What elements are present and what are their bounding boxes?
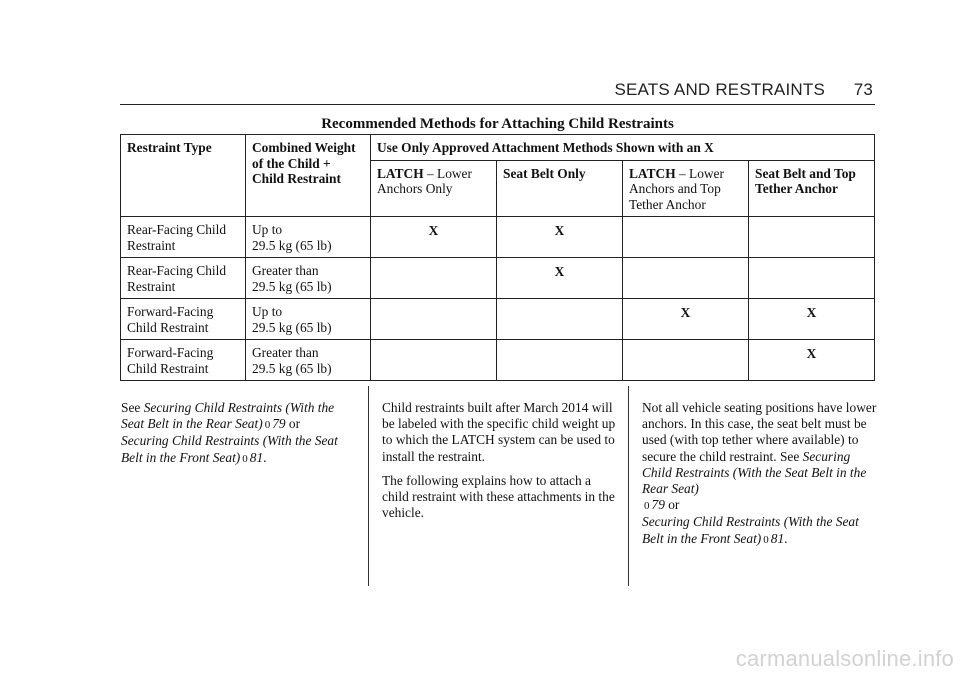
table-title: Recommended Methods for Attaching Child Restraints (321, 116, 674, 132)
table-header-row (121, 135, 875, 161)
see-references-paragraph (121, 400, 356, 467)
mark-cell (497, 299, 623, 340)
labeling-paragraph: Child restraints built after March 2014 will be labeled with the specific child weight up to which the LATCH system can be used to install the restraint. (382, 400, 616, 464)
weight-value: 29.5 kg (65 lb) (252, 237, 332, 253)
ref-link-front-seat[interactable]: Securing Child Restraints (With the Seat Belt in the Front Seat) (121, 433, 338, 465)
or-text: or (664, 497, 680, 513)
child-restraint-table (120, 134, 875, 381)
text-column-left (121, 400, 356, 475)
header-latch-lower-only (371, 160, 497, 217)
mark-cell (371, 340, 497, 381)
header-latch-lower-top (623, 160, 749, 217)
restraint-type-cell: Rear-Facing Child Restraint (121, 217, 246, 258)
page-header (120, 82, 875, 105)
table-row (121, 340, 875, 381)
page-link-79[interactable]: 79 (651, 497, 665, 513)
weight-qualifier: Greater than (252, 263, 319, 278)
column-divider (628, 386, 629, 586)
mark-cell: X (623, 299, 749, 340)
see-text: See (121, 400, 144, 415)
watermark: carmanualsonline.info (735, 646, 954, 671)
section-title: SEATS AND RESTRAINTS (614, 80, 825, 99)
weight-cell (246, 299, 371, 340)
mark-cell (623, 217, 749, 258)
page-link-81[interactable]: 81 (249, 449, 264, 465)
mark-cell (623, 340, 749, 381)
weight-value: 29.5 kg (65 lb) (252, 319, 332, 335)
mark-cell (497, 340, 623, 381)
or-text: or (285, 416, 301, 432)
restraint-type-cell: Forward-Facing Child Restraint (121, 299, 246, 340)
table-row (121, 217, 875, 258)
weight-value: 29.5 kg (65 lb) (252, 360, 332, 376)
period: . (263, 449, 267, 465)
ref-link-front-seat[interactable]: Securing Child Restraints (With the Seat Belt in the Front Seat) (642, 514, 859, 546)
latch-lower-only-text: – Lower Anchors Only (377, 165, 472, 196)
restraint-type-cell: Rear-Facing Child Restraint (121, 258, 246, 299)
page-ref-icon: 0 (242, 452, 248, 465)
page-link-81[interactable]: 81 (770, 530, 785, 546)
restraint-type-cell: Forward-Facing Child Restraint (121, 340, 246, 381)
header-attachment-methods: Use Only Approved Attachment Methods Shown with an X (371, 135, 875, 161)
header-restraint-type: Restraint Type (121, 135, 246, 217)
mark-cell: X (371, 217, 497, 258)
mark-cell: X (497, 217, 623, 258)
mark-cell (371, 299, 497, 340)
mark-cell (749, 258, 875, 299)
text-column-middle (382, 400, 617, 529)
weight-cell (246, 340, 371, 381)
mark-cell: X (749, 299, 875, 340)
latch-label: LATCH (629, 165, 676, 181)
page-number: 73 (853, 80, 873, 99)
weight-qualifier: Up to (252, 222, 283, 237)
weight-qualifier: Up to (252, 304, 283, 319)
table-row (121, 258, 875, 299)
ref-link-rear-seat[interactable]: Securing Child Restraints (With the Seat Belt in the Rear Seat) (642, 448, 867, 497)
page-ref-icon: 0 (644, 500, 650, 513)
table-row (121, 299, 875, 340)
latch-label: LATCH (377, 165, 424, 181)
header-seat-belt-top-tether: Seat Belt and Top Tether Anchor (749, 160, 875, 217)
mark-cell (371, 258, 497, 299)
page-link-79[interactable]: 79 (272, 416, 286, 432)
mark-cell (749, 217, 875, 258)
mark-cell: X (749, 340, 875, 381)
weight-cell (246, 258, 371, 299)
mark-cell (623, 258, 749, 299)
period: . (784, 530, 788, 546)
page-ref-icon: 0 (264, 419, 271, 432)
header-combined-weight: Combined Weight of the Child + Child Restraint (246, 135, 371, 217)
column-divider (368, 386, 369, 586)
latch-lower-top-text: – Lower Anchors and Top Tether Anchor (629, 165, 724, 212)
lower-anchors-paragraph (642, 400, 877, 548)
weight-qualifier: Greater than (252, 345, 319, 360)
header-seat-belt-only: Seat Belt Only (497, 160, 623, 217)
ref-link-rear-seat[interactable]: Securing Child Restraints (With the Seat Belt in the Rear Seat) (121, 400, 335, 432)
page-ref-icon: 0 (763, 533, 769, 546)
lower-anchors-text: Not all vehicle seating positions have lower anchors. In this case, the seat belt must be used (with top tether where available) to secure the child restraint. See (642, 400, 877, 464)
explanation-paragraph: The following explains how to attach a child restraint with these attachments in the vehicle. (382, 472, 615, 521)
weight-cell (246, 217, 371, 258)
text-column-right (642, 400, 877, 556)
weight-value: 29.5 kg (65 lb) (252, 278, 332, 294)
mark-cell: X (497, 258, 623, 299)
